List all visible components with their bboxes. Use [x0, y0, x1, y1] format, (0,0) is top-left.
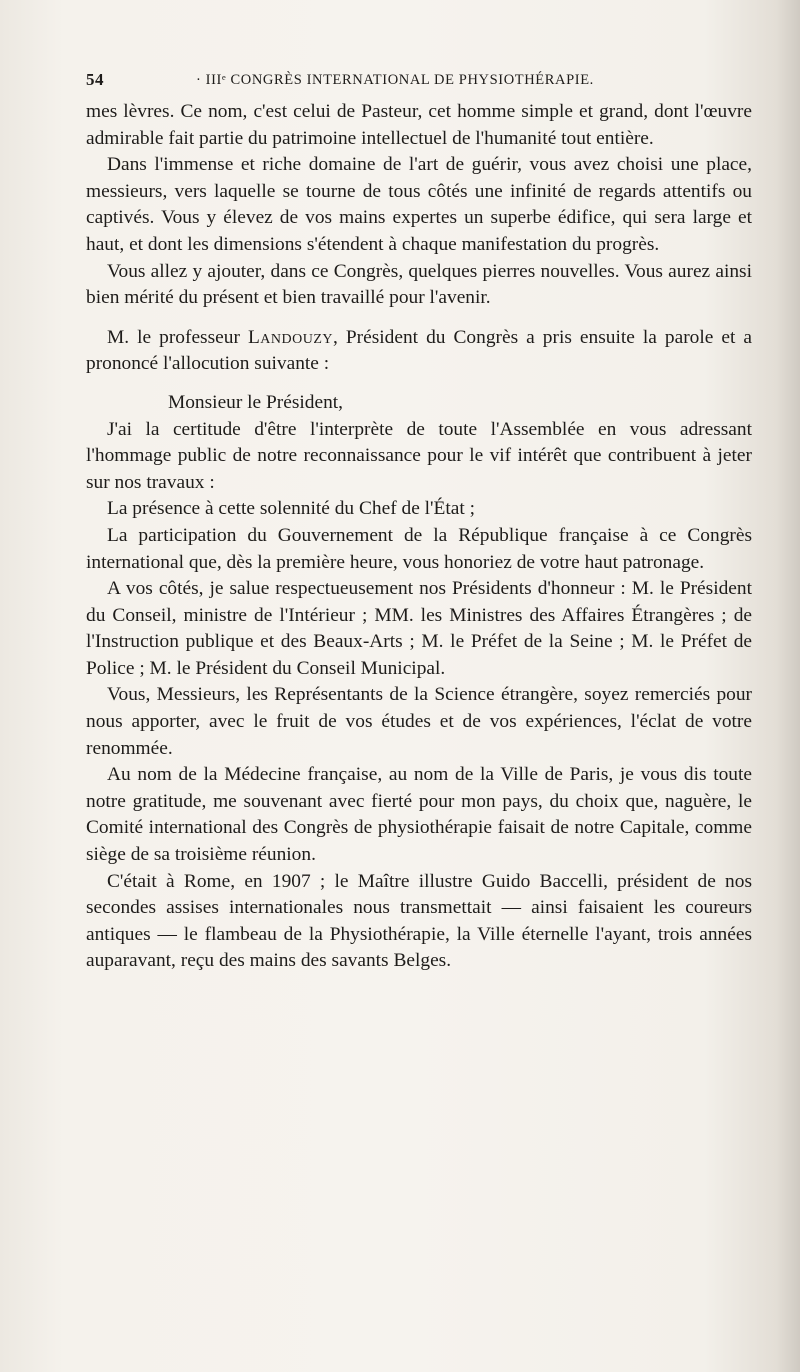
paragraph: La participation du Gouvernement de la République française à ce Congrès international que, dès la première heure, vous honoriez de votre haut patronage.	[86, 524, 752, 573]
paragraph: Vous allez y ajouter, dans ce Congrès, quelques pierres nouvelles. Vous aurez ainsi bien mérité du présent et bien travaillé pour l'avenir.	[86, 260, 752, 309]
paragraph: C'était à Rome, en 1907 ; le Maître illustre Guido Baccelli, président de nos secondes assises internationales nous transmettait — ainsi faisaient les coureurs antiques — le flambeau de la Physiothérapie, la Ville éternelle l'ayant, trois années auparavant, reçu des mains des savants Belges.	[86, 870, 752, 972]
paragraph: La présence à cette solennité du Chef de l'État ;	[107, 498, 475, 520]
page-number: 54	[86, 70, 104, 89]
running-title: · IIIᵉ CONGRÈS INTERNATIONAL DE PHYSIOTHÉRAPIE.	[196, 72, 594, 88]
speaker-name: Landouzy	[247, 326, 333, 348]
paragraph: Au nom de la Médecine française, au nom de la Ville de Paris, je vous dis toute notre gratitude, me souvenant avec fierté pour mon pays, du choix que, naguère, le Comité international des Congrès de physiothérapie faisait de notre Capitale, comme siège de sa troisième réunion.	[86, 764, 752, 866]
salutation: Monsieur le Président,	[168, 391, 344, 413]
paragraph: A vos côtés, je salue respectueusement nos Présidents d'honneur : M. le Président du Conseil, ministre de l'Intérieur ; MM. les Ministres des Affaires Étrangères ; de l'Instruction publique et des Beaux-Arts ; M. le Préfet de la Seine ; M. le Préfet de Police ; M. le Président du Conseil Municipal.	[86, 578, 752, 679]
page-header	[86, 70, 750, 96]
paragraph-landouzy-intro	[86, 325, 752, 378]
paragraph: Dans l'immense et riche domaine de l'art de guérir, vous avez choisi une place, messieurs, vers laquelle se tourne de tous côtés une infinité de regards attentifs ou captivés. Vous y élevez de vos mains expertes un superbe édifice, qui sera large et haut, et dont les dimensions s'étendent à chaque manifestation du progrès.	[86, 154, 752, 255]
paragraph-continuation: mes lèvres. Ce nom, c'est celui de Pasteur, cet homme simple et grand, dont l'œuvre admirable fait partie du patrimoine intellectuel de l'humanité tout entière.	[86, 101, 752, 149]
body-text	[86, 99, 752, 975]
intro-suffix: , Président du Congrès a pris ensuite la parole et a prononcé l'allocution suivante :	[86, 326, 752, 375]
paragraph: J'ai la certitude d'être l'interprète de toute l'Assemblée en vous adressant l'hommage public de notre reconnaissance pour le vif intérêt que contribuent à jeter sur nos travaux :	[86, 418, 752, 493]
paragraph: Vous, Messieurs, les Représentants de la Science étrangère, soyez remerciés pour nous apporter, avec le fruit de vos études et de vos expériences, l'éclat de votre renommée.	[86, 684, 752, 759]
intro-prefix: M. le professeur	[107, 326, 248, 348]
